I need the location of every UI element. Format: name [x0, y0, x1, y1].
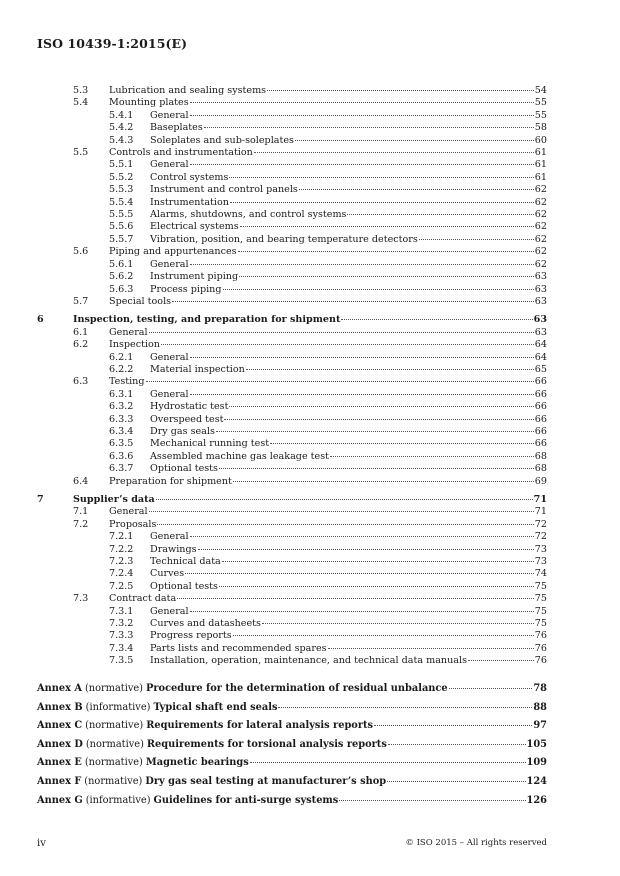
toc-entry-page: 54: [534, 85, 547, 96]
dot-leader: [172, 301, 534, 302]
dot-leader: [330, 456, 534, 457]
toc-entry-page: 73: [534, 556, 547, 568]
dot-leader: [224, 419, 533, 420]
toc-entry-title: Baseplates: [150, 122, 203, 134]
toc-entry-title: Special tools: [109, 295, 172, 307]
annex-label: Annex G: [37, 794, 83, 806]
dot-leader: [240, 226, 534, 227]
toc-entry[interactable]: [37, 643, 547, 655]
toc-entry[interactable]: [37, 327, 547, 339]
toc-entry-number: 5.5.7: [109, 233, 134, 245]
toc-entry-page: 58: [534, 122, 547, 134]
toc-entry-number: 5.6.1: [109, 258, 134, 270]
toc-entry-page: 71: [534, 506, 547, 518]
toc-entry-title: General: [150, 258, 189, 270]
toc-entry-page: 62: [534, 184, 547, 196]
copyright-notice: © ISO 2015 – All rights reserved: [405, 838, 547, 848]
toc-entry[interactable]: [37, 184, 547, 196]
toc-entry-page: 63: [534, 326, 547, 338]
toc-entry-page: 62: [534, 258, 547, 270]
toc-entry-number: 7.2.1: [109, 531, 134, 543]
toc-entry-title: Supplier’s data: [73, 494, 155, 505]
annex-entry[interactable]: [37, 795, 547, 808]
dot-leader: [223, 289, 534, 290]
annex-page: 78: [533, 683, 547, 694]
toc-entry[interactable]: [37, 655, 547, 667]
dot-leader: [270, 443, 534, 444]
toc-entry[interactable]: [37, 463, 547, 475]
toc-entry-title: Instrument piping: [150, 271, 239, 283]
dot-leader: [229, 406, 533, 407]
toc-entry-page: 73: [534, 543, 547, 555]
toc-entry-number: 5.5.6: [109, 221, 134, 233]
annex-type: (normative): [85, 720, 144, 732]
annex-label: Annex D: [37, 738, 83, 750]
annex-page: 126: [526, 794, 547, 806]
toc-entry[interactable]: [37, 197, 547, 209]
dot-leader: [239, 276, 534, 277]
toc-entry-page: 66: [534, 425, 547, 437]
toc-entry-title: Controls and instrumentation: [109, 147, 253, 159]
dot-leader: [388, 744, 526, 745]
dot-leader: [190, 394, 534, 395]
toc-entry[interactable]: [37, 630, 547, 642]
toc-entry-page: 66: [534, 438, 547, 450]
dot-leader: [216, 431, 534, 432]
toc-entry-number: 7.1: [73, 506, 89, 518]
toc-entry-number: 5.4.2: [109, 122, 134, 134]
toc-entry[interactable]: [37, 135, 547, 147]
dot-leader: [157, 524, 533, 525]
toc-entry-number: 6.2: [73, 339, 89, 351]
toc-entry-number: 5.4.1: [109, 109, 134, 121]
toc-entry[interactable]: [37, 544, 547, 556]
toc-entry-number: 5.3: [73, 85, 89, 96]
dot-leader: [347, 214, 533, 215]
toc-entry[interactable]: [37, 593, 547, 605]
dot-leader: [219, 468, 534, 469]
dot-leader: [387, 781, 525, 782]
toc-entry-title: Testing: [109, 376, 145, 388]
annex-label: Annex C: [37, 720, 83, 732]
toc-entry-number: 7.2.2: [109, 543, 134, 555]
toc-entry-page: 63: [534, 283, 547, 295]
toc-entry-page: 71: [533, 494, 547, 505]
toc-entry-number: 6: [37, 314, 44, 326]
toc-entry-number: 7.2: [73, 518, 89, 530]
toc-entry-title: Piping and appurtenances: [109, 246, 237, 258]
toc-entry-page: 62: [534, 221, 547, 233]
dot-leader: [328, 648, 534, 649]
toc-entry-title: Process piping: [150, 283, 222, 295]
toc-entry-title: Progress reports: [150, 630, 232, 642]
toc-entry[interactable]: [37, 209, 547, 221]
annex-label: Annex B: [37, 701, 83, 713]
toc-entry[interactable]: [37, 556, 547, 568]
toc-entry-page: 75: [534, 618, 547, 630]
dot-leader: [204, 127, 534, 128]
toc-entry-title: Lubrication and sealing systems: [109, 85, 267, 96]
toc-entry-title: General: [150, 109, 189, 121]
annex-entry[interactable]: [37, 720, 547, 733]
annex-list: [37, 683, 547, 813]
annex-entry[interactable]: [37, 776, 547, 789]
toc-entry-page: 55: [534, 109, 547, 121]
toc-entry-page: 63: [533, 314, 547, 326]
toc-entry[interactable]: [37, 426, 547, 438]
toc-entry-page: 66: [534, 376, 547, 388]
toc-entry-number: 6.3: [73, 376, 89, 388]
dot-leader: [161, 344, 534, 345]
toc-entry-title: General: [150, 605, 189, 617]
toc-entry-title: Hydrostatic test: [150, 401, 229, 413]
toc-entry-number: 6.3.6: [109, 450, 134, 462]
toc-entry[interactable]: [37, 401, 547, 413]
toc-entry-page: 60: [534, 134, 547, 146]
toc-entry-title: Technical data: [150, 556, 221, 568]
toc-entry[interactable]: [37, 246, 547, 258]
annex-page: 109: [526, 757, 547, 769]
toc-entry[interactable]: [37, 451, 547, 463]
toc-entry-title: Control systems: [150, 171, 229, 183]
toc-entry-page: 64: [534, 339, 547, 351]
toc-entry[interactable]: [37, 581, 547, 593]
toc-entry[interactable]: [37, 519, 547, 531]
toc-entry[interactable]: [37, 531, 547, 543]
dot-leader: [190, 611, 534, 612]
dot-leader: [233, 635, 534, 636]
toc-entry-title: Mounting plates: [109, 97, 189, 109]
toc-entry-number: 6.2.1: [109, 351, 134, 363]
toc-entry-number: 7.2.3: [109, 556, 134, 568]
toc-entry-title: Curves and datasheets: [150, 618, 261, 630]
dot-leader: [295, 140, 534, 141]
toc-entry-title: General: [150, 159, 189, 171]
toc-entry-title: General: [150, 351, 189, 363]
toc-entry[interactable]: [37, 438, 547, 450]
toc-entry[interactable]: [37, 147, 547, 159]
toc-entry-number: 6.3.2: [109, 401, 134, 413]
toc-entry-title: Alarms, shutdowns, and control systems: [150, 209, 347, 221]
toc-entry[interactable]: [37, 296, 547, 308]
toc-entry-number: 6.2.2: [109, 363, 134, 375]
toc-entry-page: 76: [534, 655, 547, 667]
toc-entry-number: 5.5.2: [109, 171, 134, 183]
toc-entry-page: 62: [534, 233, 547, 245]
annex-title: Procedure for the determination of residual unbalance: [146, 683, 448, 694]
toc-entry-title: General: [150, 388, 189, 400]
toc-entry-page: 63: [534, 295, 547, 307]
toc-entry-number: 5.5: [73, 147, 89, 159]
dot-leader: [278, 707, 532, 708]
toc-entry-number: 5.5.4: [109, 196, 134, 208]
toc-entry-page: 64: [534, 351, 547, 363]
table-of-contents: [37, 85, 547, 668]
toc-entry-title: General: [109, 326, 148, 338]
annex-page: 88: [533, 701, 547, 713]
toc-entry-page: 62: [534, 246, 547, 258]
toc-entry-number: 7.3.5: [109, 655, 134, 667]
toc-entry-number: 7.3.4: [109, 642, 134, 654]
toc-entry[interactable]: [37, 172, 547, 184]
toc-entry[interactable]: [37, 221, 547, 233]
toc-entry-title: Curves: [150, 568, 185, 580]
toc-entry-title: Parts lists and recommended spares: [150, 642, 327, 654]
toc-entry[interactable]: [37, 97, 547, 109]
dot-leader: [233, 481, 534, 482]
dot-leader: [339, 800, 525, 801]
toc-entry-number: 5.4: [73, 97, 89, 109]
toc-entry-title: Soleplates and sub-soleplates: [150, 134, 294, 146]
toc-entry-page: 76: [534, 630, 547, 642]
toc-entry-page: 62: [534, 209, 547, 221]
toc-entry-number: 7.3.2: [109, 618, 134, 630]
toc-entry-number: 5.6: [73, 246, 89, 258]
dot-leader: [262, 623, 534, 624]
dot-leader: [185, 573, 534, 574]
toc-entry-number: 5.5.3: [109, 184, 134, 196]
toc-entry-page: 76: [534, 642, 547, 654]
toc-entry-page: 75: [534, 580, 547, 592]
dot-leader: [190, 264, 534, 265]
toc-entry[interactable]: [37, 606, 547, 618]
toc-entry-title: General: [150, 531, 189, 543]
toc-entry-number: 6.3.7: [109, 463, 134, 475]
dot-leader: [190, 102, 534, 103]
dot-leader: [254, 152, 534, 153]
annex-type: (normative): [84, 683, 144, 694]
toc-entry-page: 62: [534, 196, 547, 208]
annex-title: Requirements for lateral analysis reports: [146, 720, 374, 732]
dot-leader: [156, 499, 533, 500]
toc-entry-title: Dry gas seals: [150, 425, 215, 437]
toc-entry-page: 65: [534, 363, 547, 375]
toc-entry-number: 7.3.3: [109, 630, 134, 642]
annex-page: 105: [526, 738, 547, 750]
toc-entry-page: 55: [534, 97, 547, 109]
dot-leader: [250, 762, 526, 763]
toc-entry[interactable]: [37, 234, 547, 246]
toc-entry-number: 6.4: [73, 475, 89, 487]
toc-entry-number: 6.3.4: [109, 425, 134, 437]
toc-entry-number: 5.5.5: [109, 209, 134, 221]
toc-entry[interactable]: [37, 618, 547, 630]
dot-leader: [238, 251, 534, 252]
annex-type: (normative): [84, 775, 143, 787]
toc-entry-page: 61: [534, 171, 547, 183]
toc-entry-title: Inspection, testing, and preparation for shipment: [73, 314, 341, 326]
toc-entry[interactable]: [37, 339, 547, 351]
toc-entry-title: Preparation for shipment: [109, 475, 232, 487]
toc-entry-number: 7.2.4: [109, 568, 134, 580]
toc-entry-number: 6.3.1: [109, 388, 134, 400]
toc-entry-number: 6.3.5: [109, 438, 134, 450]
annex-type: (normative): [85, 738, 144, 750]
page-number: iv: [37, 838, 46, 849]
dot-leader: [229, 177, 533, 178]
toc-entry[interactable]: [37, 314, 547, 326]
toc-entry-page: 61: [534, 147, 547, 159]
annex-page: 97: [533, 720, 547, 732]
toc-entry-title: Optional tests: [150, 580, 218, 592]
dot-leader: [146, 381, 534, 382]
dot-leader: [230, 202, 534, 203]
annex-title: Magnetic bearings: [145, 757, 249, 769]
toc-entry[interactable]: [37, 568, 547, 580]
annex-title: Typical shaft end seals: [153, 701, 278, 713]
toc-entry-page: 68: [534, 463, 547, 475]
annex-entry[interactable]: [37, 683, 547, 696]
toc-entry-title: General: [109, 506, 148, 518]
toc-entry[interactable]: [37, 352, 547, 364]
toc-entry-number: 5.7: [73, 295, 89, 307]
toc-entry-page: 66: [534, 413, 547, 425]
annex-page: 124: [526, 775, 547, 787]
toc-entry-title: Material inspection: [150, 363, 245, 375]
toc-entry-page: 72: [534, 518, 547, 530]
toc-entry-page: 68: [534, 450, 547, 462]
toc-entry[interactable]: [37, 476, 547, 488]
toc-entry[interactable]: [37, 284, 547, 296]
toc-entry-title: Assembled machine gas leakage test: [150, 450, 329, 462]
toc-entry-number: 5.6.2: [109, 271, 134, 283]
dot-leader: [190, 164, 534, 165]
annex-title: Dry gas seal testing at manufacturer’s shop: [145, 775, 387, 787]
toc-entry-page: 75: [534, 605, 547, 617]
toc-entry[interactable]: [37, 159, 547, 171]
annex-type: (informative): [85, 701, 151, 713]
toc-entry-page: 74: [534, 568, 547, 580]
annex-label: Annex A: [37, 683, 82, 694]
dot-leader: [190, 115, 534, 116]
toc-entry-number: 7: [37, 494, 44, 505]
toc-entry-number: 6.3.3: [109, 413, 134, 425]
toc-entry-title: Overspeed test: [150, 413, 224, 425]
annex-entry[interactable]: [37, 757, 547, 770]
toc-entry[interactable]: [37, 110, 547, 122]
dot-leader: [198, 549, 534, 550]
dot-leader: [149, 332, 534, 333]
toc-entry[interactable]: [37, 389, 547, 401]
toc-entry-title: Optional tests: [150, 463, 218, 475]
toc-entry-page: 66: [534, 401, 547, 413]
dot-leader: [267, 90, 534, 91]
dot-leader: [449, 688, 533, 689]
toc-entry-title: Instrument and control panels: [150, 184, 298, 196]
toc-entry[interactable]: [37, 259, 547, 271]
annex-type: (normative): [84, 757, 143, 769]
toc-entry-number: 5.5.1: [109, 159, 134, 171]
annex-label: Annex F: [37, 775, 82, 787]
toc-entry-page: 69: [534, 475, 547, 487]
toc-entry-page: 63: [534, 271, 547, 283]
annex-entry[interactable]: [37, 702, 547, 715]
toc-entry-title: Mechanical running test: [150, 438, 270, 450]
dot-leader: [222, 561, 534, 562]
annex-type: (informative): [85, 794, 151, 806]
dot-leader: [419, 239, 534, 240]
dot-leader: [177, 598, 534, 599]
document-header: ISO 10439-1:2015(E): [37, 36, 188, 51]
toc-entry-number: 5.6.3: [109, 283, 134, 295]
dot-leader: [468, 660, 534, 661]
toc-entry[interactable]: [37, 494, 547, 506]
toc-entry-number: 7.2.5: [109, 580, 134, 592]
toc-entry[interactable]: [37, 85, 547, 97]
dot-leader: [149, 511, 534, 512]
toc-entry-number: 6.1: [73, 326, 89, 338]
dot-leader: [374, 725, 532, 726]
toc-entry-title: Proposals: [109, 518, 157, 530]
dot-leader: [219, 586, 534, 587]
toc-entry[interactable]: [37, 122, 547, 134]
dot-leader: [190, 357, 534, 358]
toc-entry[interactable]: [37, 376, 547, 388]
toc-entry-page: 61: [534, 159, 547, 171]
annex-title: Guidelines for anti-surge systems: [153, 794, 339, 806]
dot-leader: [190, 536, 534, 537]
annex-entry[interactable]: [37, 739, 547, 752]
toc-entry-page: 66: [534, 388, 547, 400]
toc-entry-title: Electrical systems: [150, 221, 239, 233]
toc-entry[interactable]: [37, 414, 547, 426]
toc-entry-page: 72: [534, 531, 547, 543]
toc-entry-title: Drawings: [150, 543, 197, 555]
annex-title: Requirements for torsional analysis reports: [146, 738, 387, 750]
toc-entry-title: Inspection: [109, 339, 160, 351]
annex-label: Annex E: [37, 757, 82, 769]
dot-leader: [299, 189, 534, 190]
toc-entry-title: Contract data: [109, 593, 177, 605]
toc-entry-page: 75: [534, 593, 547, 605]
dot-leader: [341, 319, 532, 320]
toc-entry-number: 7.3.1: [109, 605, 134, 617]
toc-entry-number: 7.3: [73, 593, 89, 605]
toc-entry-title: Instrumentation: [150, 196, 229, 208]
toc-entry[interactable]: [37, 271, 547, 283]
toc-entry[interactable]: [37, 364, 547, 376]
toc-entry-title: Vibration, position, and bearing temperature detectors: [150, 233, 418, 245]
dot-leader: [246, 369, 534, 370]
toc-entry[interactable]: [37, 506, 547, 518]
toc-entry-title: Installation, operation, maintenance, and technical data manuals: [150, 655, 468, 667]
toc-entry-number: 5.4.3: [109, 134, 134, 146]
